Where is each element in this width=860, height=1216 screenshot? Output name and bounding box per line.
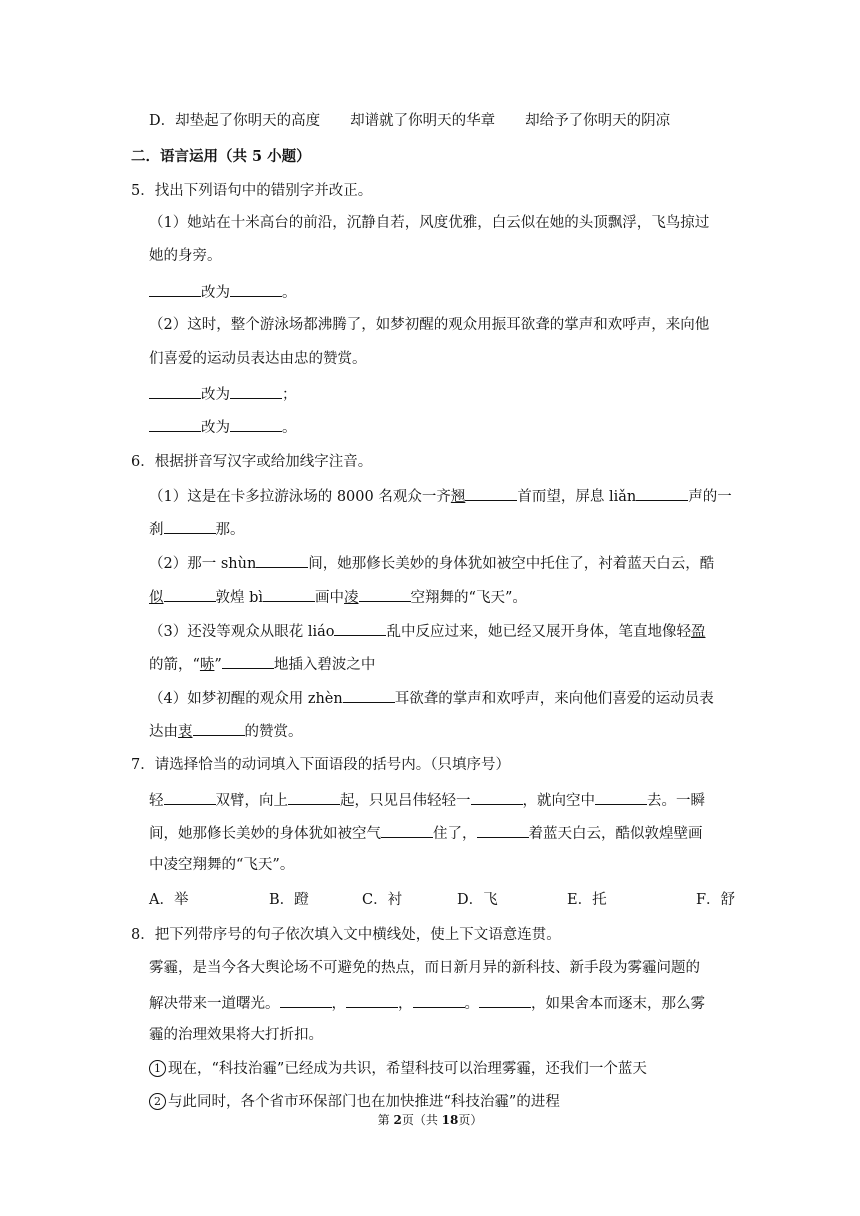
answer-blank[interactable] — [256, 552, 308, 568]
q6-s2-line1 — [0, 552, 860, 574]
answer-blank[interactable] — [346, 992, 398, 1008]
text: （2）那一 shùn — [149, 556, 257, 572]
underlined-char: 衷 — [178, 724, 193, 740]
q7-line3: 中凌空翔舞的“飞天”。 — [149, 857, 295, 873]
answer-blank[interactable] — [334, 620, 386, 636]
underlined-char: 哧 — [199, 657, 215, 673]
text: 的赞赏。 — [244, 724, 303, 740]
answer-blank[interactable] — [413, 992, 465, 1008]
underlined-char: 似 — [149, 590, 164, 606]
option-part-1: 却垫起了你明天的高度 — [175, 113, 321, 129]
text: 刹 — [149, 522, 164, 538]
q4-option-d — [0, 111, 860, 131]
page-number: 2 — [393, 1113, 402, 1127]
answer-blank[interactable] — [381, 822, 433, 838]
answer-blank[interactable] — [288, 789, 340, 805]
q6-s2-line2 — [0, 586, 860, 608]
answer-blank[interactable] — [263, 586, 315, 602]
punct: ； — [282, 387, 297, 403]
punct: 。 — [282, 285, 297, 301]
q6-stem: 6．根据拼音写汉字或给加线字注音。 — [131, 454, 373, 470]
text: 首而望，屏息 liǎn — [517, 489, 637, 505]
q8-item-2 — [0, 1092, 860, 1112]
option-label: D． — [149, 113, 176, 129]
option-a[interactable]: A．举 — [149, 892, 189, 908]
answer-blank[interactable] — [465, 485, 517, 501]
q5-stem: 5．找出下列语句中的错别字并改正。 — [131, 183, 373, 199]
text: 敦煌 bì — [215, 590, 264, 606]
circled-number: 2 — [149, 1093, 166, 1110]
q7-line1 — [0, 789, 860, 811]
text: 轻 — [149, 793, 164, 809]
change-label: 改为 — [201, 420, 230, 436]
answer-blank[interactable] — [280, 992, 332, 1008]
q6-s1-line1 — [0, 485, 860, 507]
q5-answer-2 — [0, 383, 860, 405]
circled-number: 1 — [149, 1060, 166, 1077]
q6-s4-line2 — [0, 720, 860, 742]
text: 间，她那修长美妙的身体犹如被空气 — [149, 826, 381, 842]
q7-line2 — [0, 822, 860, 844]
footer-text: 页（共 — [401, 1113, 442, 1127]
q5-answer-3 — [0, 416, 860, 438]
section-title: 二．语言运用（共 5 小题） — [131, 148, 311, 165]
q5-s2-line1: （2）这时，整个游泳场都沸腾了，如梦初醒的观众用振耳欲聋的掌声和欢呼声，来向他 — [149, 317, 710, 333]
answer-blank[interactable] — [479, 992, 531, 1008]
q8-item-1 — [0, 1059, 860, 1079]
answer-blank[interactable] — [164, 518, 216, 534]
text: 起，只见吕伟轻轻一 — [340, 793, 471, 809]
footer-text: 第 — [377, 1113, 394, 1127]
option-d[interactable]: D．飞 — [457, 892, 498, 908]
text: 那。 — [215, 522, 245, 538]
answer-blank[interactable] — [149, 383, 201, 399]
total-pages: 18 — [441, 1113, 459, 1127]
q5-s1-line1: （1）她站在十米高台的前沿，沉静自若，风度优雅，白云似在她的头顶飘浮，飞鸟掠过 — [149, 215, 710, 231]
text: ，如果舍本而逐末，那么雾 — [531, 996, 705, 1012]
text: ，就向空中 — [522, 793, 595, 809]
punct: 。 — [282, 420, 297, 436]
q5-s2-line2: 们喜爱的运动员表达由忠的赞赏。 — [149, 351, 367, 367]
answer-blank[interactable] — [471, 789, 523, 805]
answer-blank[interactable] — [164, 586, 216, 602]
text: 去。一瞬 — [647, 793, 705, 809]
text: 耳欲聋的掌声和欢呼声，来向他们喜爱的运动员表 — [394, 691, 714, 707]
text: 达由 — [149, 724, 178, 740]
answer-blank[interactable] — [230, 416, 282, 432]
change-label: 改为 — [201, 387, 230, 403]
item-text: 与此同时，各个省市环保部门也在加快推进“科技治霾”的进程 — [168, 1094, 560, 1110]
answer-blank[interactable] — [595, 789, 647, 805]
answer-blank[interactable] — [230, 281, 282, 297]
page-footer — [0, 1112, 860, 1128]
answer-blank[interactable] — [636, 485, 688, 501]
option-part-3: 却给予了你明天的阴凉 — [525, 113, 671, 129]
q8-line3: 霾的治理效果将大打折扣。 — [149, 1027, 323, 1043]
option-b[interactable]: B．蹬 — [269, 892, 309, 908]
q6-s4-line1 — [0, 687, 860, 709]
q6-s3-line2 — [0, 653, 860, 675]
answer-blank[interactable] — [477, 822, 529, 838]
text: ” — [214, 657, 222, 673]
text: 解决带来一道曙光。 — [149, 996, 280, 1012]
answer-blank[interactable] — [343, 687, 395, 703]
text: 空翔舞的“飞天”。 — [410, 590, 527, 606]
q5-answer-1 — [0, 281, 860, 303]
q6-s3-line1 — [0, 620, 860, 642]
option-f[interactable]: F．舒 — [696, 892, 736, 908]
text: 地插入碧波之中 — [273, 657, 376, 673]
answer-blank[interactable] — [222, 653, 274, 669]
underlined-char: 盈 — [690, 624, 706, 640]
q8-line1: 雾霾，是当今各大舆论场不可避免的热点，而日新月异的新科技、新手段为雾霾问题的 — [149, 960, 700, 976]
punct: ， — [398, 996, 413, 1012]
option-c[interactable]: C．衬 — [362, 892, 403, 908]
text: （1）这是在卡多拉游泳场的 8000 名观众一齐 — [149, 489, 451, 505]
text: 声的一 — [688, 489, 732, 505]
option-e[interactable]: E．托 — [567, 892, 607, 908]
text: （4）如梦初醒的观众用 zhèn — [149, 691, 343, 707]
q8-stem: 8．把下列带序号的句子依次填入文中横线处，使上下文语意连贯。 — [131, 927, 561, 943]
answer-blank[interactable] — [193, 720, 245, 736]
text: 画中 — [315, 590, 345, 606]
text: 双臂，向上 — [215, 793, 288, 809]
text: （3）还没等观众从眼花 liáo — [149, 624, 335, 640]
punct: ， — [331, 996, 346, 1012]
item-text: 现在，“科技治霾”已经成为共识，希望科技可以治理雾霾，还我们一个蓝天 — [168, 1061, 647, 1077]
text: 着蓝天白云，酷似敦煌壁画 — [528, 826, 703, 842]
footer-text: 页） — [458, 1113, 483, 1127]
text: 的箭，“ — [149, 657, 200, 673]
answer-blank[interactable] — [230, 383, 282, 399]
punct: 。 — [464, 996, 479, 1012]
answer-blank[interactable] — [164, 789, 216, 805]
option-part-2: 却谱就了你明天的华章 — [350, 113, 496, 129]
text: 住了， — [433, 826, 477, 842]
change-label: 改为 — [201, 285, 230, 301]
q6-s1-line2 — [0, 518, 860, 540]
underlined-char: 翘 — [450, 489, 466, 505]
q7-stem: 7．请选择恰当的动词填入下面语段的括号内。（只填序号） — [131, 757, 510, 773]
answer-blank[interactable] — [149, 416, 201, 432]
underlined-char: 凌 — [344, 590, 359, 606]
text: 间，她那修长美妙的身体犹如被空中托住了，衬着蓝天白云，酷 — [308, 556, 715, 572]
text: 乱中反应过来，她已经又展开身体，笔直地像轻 — [386, 624, 691, 640]
answer-blank[interactable] — [359, 586, 411, 602]
q8-line2 — [0, 992, 860, 1014]
answer-blank[interactable] — [149, 281, 201, 297]
q5-s1-line2: 她的身旁。 — [149, 248, 222, 264]
